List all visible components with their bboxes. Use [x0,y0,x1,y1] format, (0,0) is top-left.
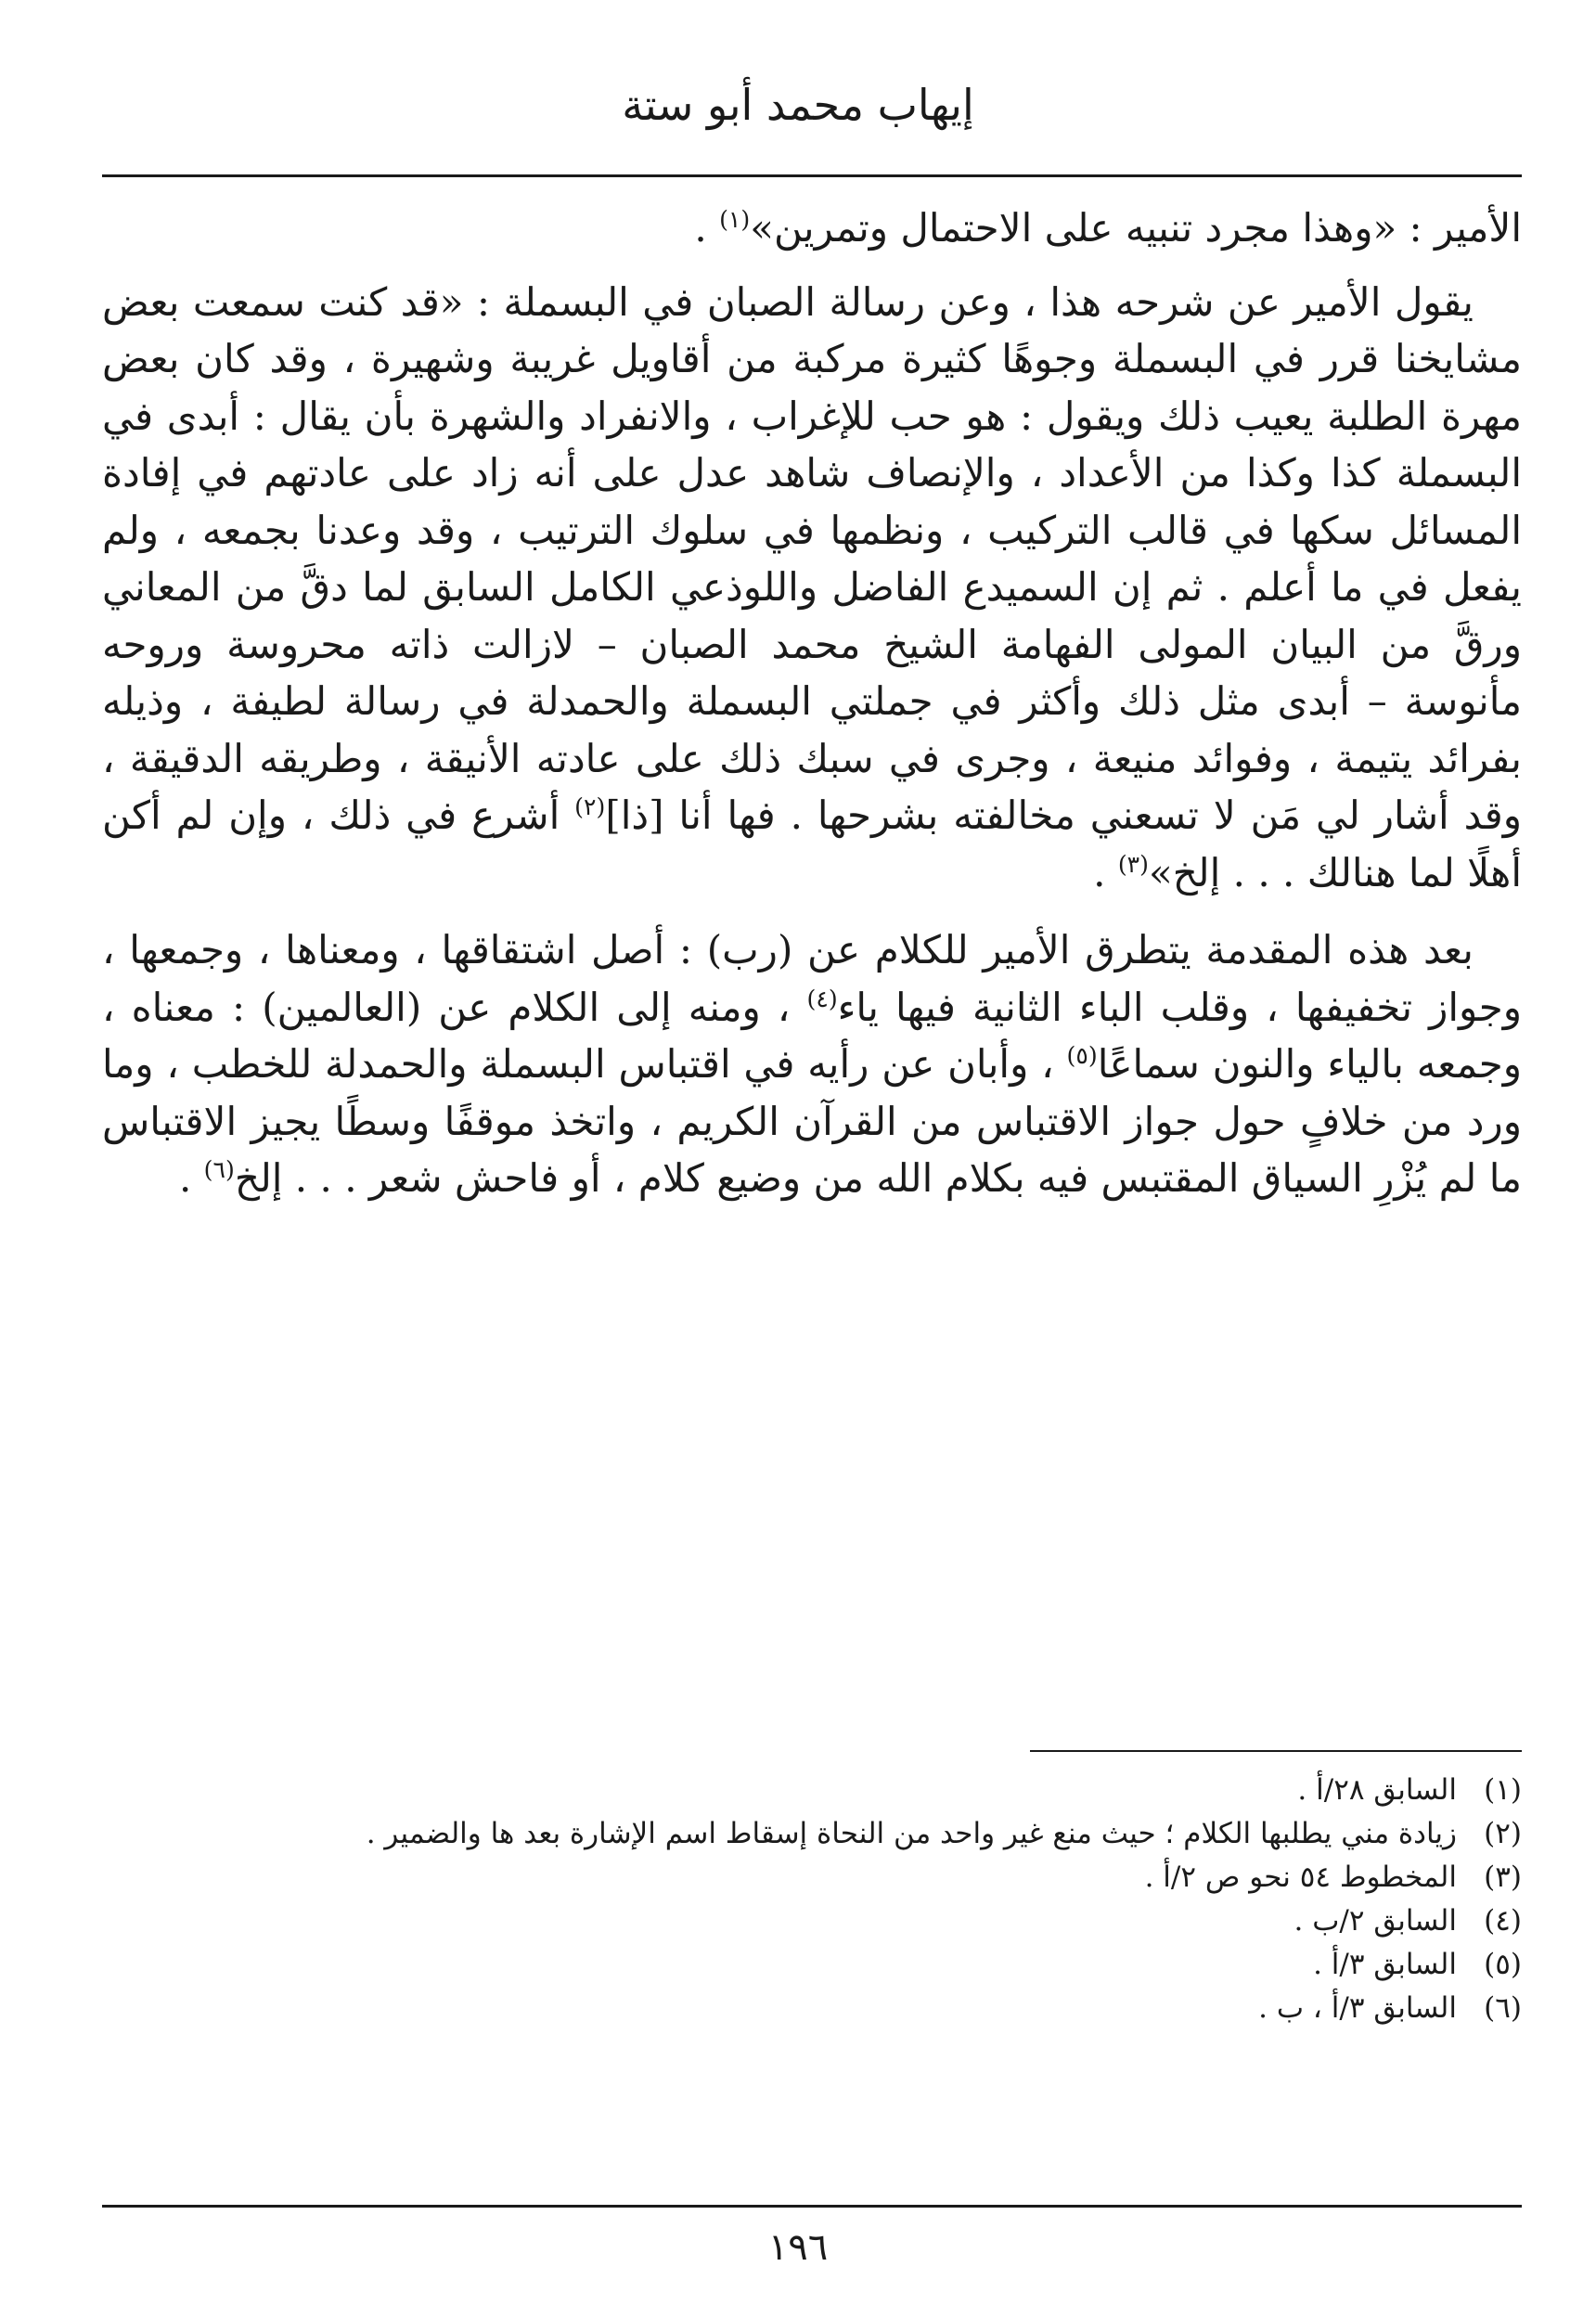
footnote-text: السابق ٣/أ ، ب . [1258,1991,1457,2025]
footnote-text: زيادة مني يطلبها الكلام ؛ حيث منع غير واحد من النحاة إسقاط اسم الإشارة بعد ها والضمير . [366,1817,1457,1850]
paragraph-3 [102,921,1522,1207]
running-title: إيهاب محمد أبو ستة [622,80,974,130]
page-number: ١٩٦ [767,2226,829,2269]
footnote-number: (٥) [1484,1948,1522,1981]
footnote-separator [1030,1750,1522,1752]
footnote-item [102,1987,1522,2030]
paragraph-3-text-d: . [178,1155,204,1201]
footnote-text: السابق ٢/ب . [1294,1904,1457,1938]
paragraph-1-text-a: الأمير : «وهذا مجرد تنبيه على الاحتمال وتمرين» [750,205,1522,251]
footnote-text: المخطوط ٥٤ نحو ص ٢/أ . [1144,1861,1457,1894]
paragraph-2-text-b: أشرع في ذلك ، وإن لم أكن أهلًا لما هنالك . . . إلخ» [102,792,1522,895]
paragraph-2 [102,274,1522,902]
header-rule [102,174,1522,177]
footnote-item [102,1899,1522,1943]
footnote-text: السابق ٣/أ . [1313,1948,1457,1981]
footnote-list [102,1769,1522,2030]
main-text [102,200,1522,1207]
footnote-number: (٦) [1484,1991,1522,2025]
paragraph-3-text-b: ، ومنه إلى الكلام عن (العالمين) : معناه ، وجمعه بالياء والنون سماعًا [102,984,1522,1087]
footnote-ref-1: (١) [719,206,751,233]
footnote-text: السابق ٢٨/أ . [1297,1773,1457,1807]
footnote-number: (١) [1484,1773,1522,1807]
footnote-number: (٣) [1484,1861,1522,1894]
paragraph-2-text-c: . [1093,849,1118,895]
footnote-number: (٤) [1484,1904,1522,1938]
footnote-item [102,1856,1522,1899]
paragraph-1-text-b: . [694,205,720,251]
footnote-item [102,1943,1522,1987]
footnote-ref-6: (٦) [203,1156,235,1183]
paragraph-2-text-a: يقول الأمير عن شرحه هذا ، وعن رسالة الصبان في البسملة : «قد كنت سمعت بعض مشايخنا قرر في البسملة وجوهًا كثيرة مركبة من أقاويل غريبة وشهيرة ، وقد كان بعض مهرة الطلبة يعيب ذلك ويقول : هو حب للإغراب ، والانفراد والشهرة بأن يقال : أبدى في البسملة كذا وكذا من الأعداد ، والإنصاف شاهد عدل على أنه زاد على عادتهم في إفادة المسائل سكها في قالب التركيب ، ونظمها في سلوك الترتيب ، وقد وعدنا بجمعه ، ولم يفعل في ما أعلم . ثم إن السميدع الفاضل واللوذعي الكامل السابق لما دقَّ من المعاني ورقَّ من البيان المولى الفهامة الشيخ محمد الصبان – لازالت ذاته محروسة وروحه مأنوسة – أبدى مثل ذلك وأكثر في جملتي البسملة والحمدلة في رسالة لطيفة ، وذيله بفرائد يتيمة ، وفوائد منيعة ، وجرى في سبك ذلك على عادته الأنيقة ، وطريقه الدقيقة ، وقد أشار لي مَن لا تسعني مخالفته بشرحها . فها أنا [ذا] [102,278,1522,838]
paragraph-3-text-c: ، وأبان عن رأيه في اقتباس البسملة والحمدلة للخطب ، وما ورد من خلافٍ حول جواز الاقتباس من القرآن الكريم ، واتخذ موقفًا وسطًا يجيز الاقتباس ما لم يُزْرِ السياق المقتبس فيه بكلام الله من وضيع كلام ، أو فاحش شعر . . . إلخ [102,1041,1522,1201]
footnote-number: (٢) [1484,1817,1522,1850]
paragraph-1 [102,200,1522,257]
footnote-item [102,1812,1522,1856]
footer-rule [102,2205,1522,2208]
footnote-ref-5: (٥) [1066,1042,1098,1069]
footnote-ref-4: (٤) [806,985,838,1012]
paragraph-3-text-a: بعد هذه المقدمة يتطرق الأمير للكلام عن (رب) : أصل اشتقاقها ، ومعناها ، وجمعها ، وجواز تخفيفها ، وقلب الباء الثانية فيها ياء [102,927,1522,1030]
footnote-ref-2: (٢) [574,793,606,820]
footnote-item [102,1769,1522,1812]
footnote-ref-3: (٣) [1117,850,1149,878]
